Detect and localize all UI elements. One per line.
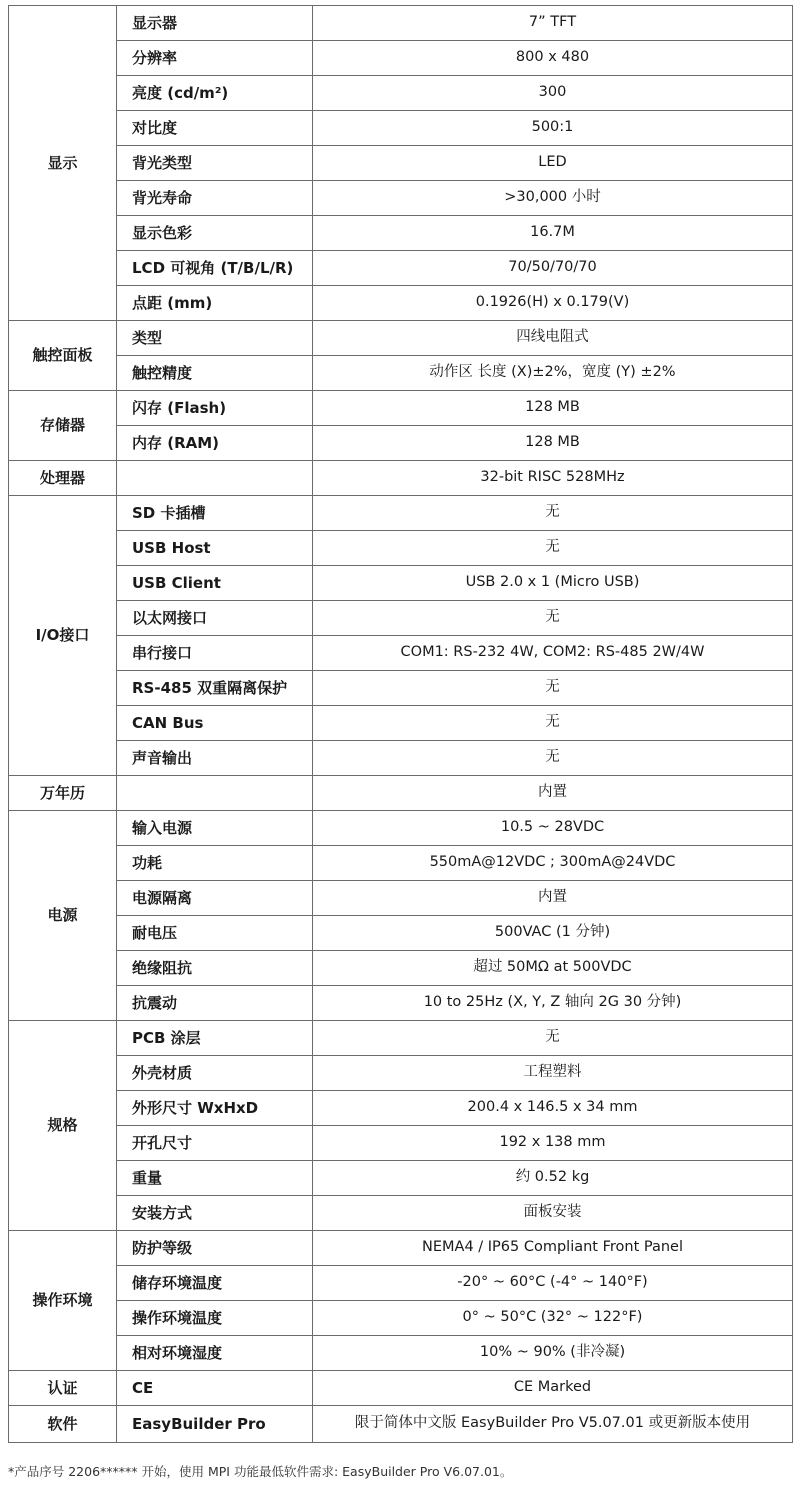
- spec-value: 32-bit RISC 528MHz: [313, 461, 793, 496]
- spec-label: 抗震动: [117, 986, 313, 1021]
- spec-value: 无: [313, 1021, 793, 1056]
- spec-value: 无: [313, 671, 793, 706]
- spec-category: 电源: [9, 811, 117, 1021]
- spec-value: 16.7M: [313, 216, 793, 251]
- spec-value: 500VAC (1 分钟): [313, 916, 793, 951]
- spec-label: 外形尺寸 WxHxD: [117, 1091, 313, 1126]
- spec-row: [9, 1126, 793, 1161]
- spec-row: [9, 181, 793, 216]
- spec-value: NEMA4 / IP65 Compliant Front Panel: [313, 1231, 793, 1266]
- spec-label: 重量: [117, 1161, 313, 1196]
- spec-row: [9, 636, 793, 671]
- spec-value: 10.5 ~ 28VDC: [313, 811, 793, 846]
- spec-label: PCB 涂层: [117, 1021, 313, 1056]
- spec-row: [9, 41, 793, 76]
- spec-row: [9, 951, 793, 986]
- spec-label: 储存环境温度: [117, 1266, 313, 1301]
- spec-label: 触控精度: [117, 356, 313, 391]
- spec-label: 分辨率: [117, 41, 313, 76]
- spec-value: 7” TFT: [313, 6, 793, 41]
- spec-label: 开孔尺寸: [117, 1126, 313, 1161]
- spec-row: [9, 216, 793, 251]
- spec-label: RS-485 双重隔离保护: [117, 671, 313, 706]
- spec-label: SD 卡插槽: [117, 496, 313, 531]
- spec-label: 输入电源: [117, 811, 313, 846]
- spec-row: [9, 881, 793, 916]
- spec-value: -20° ~ 60°C (-4° ~ 140°F): [313, 1266, 793, 1301]
- spec-row: [9, 741, 793, 776]
- spec-row: [9, 531, 793, 566]
- spec-value: 无: [313, 496, 793, 531]
- spec-value: 0.1926(H) x 0.179(V): [313, 286, 793, 321]
- spec-row: [9, 251, 793, 286]
- spec-category: 显示: [9, 6, 117, 321]
- spec-row: [9, 391, 793, 426]
- spec-row: [9, 6, 793, 41]
- spec-row: [9, 1091, 793, 1126]
- spec-row: [9, 111, 793, 146]
- spec-value: USB 2.0 x 1 (Micro USB): [313, 566, 793, 601]
- spec-value: 无: [313, 531, 793, 566]
- spec-row: [9, 461, 793, 496]
- spec-value: 内置: [313, 881, 793, 916]
- spec-value: 10 to 25Hz (X, Y, Z 轴向 2G 30 分钟): [313, 986, 793, 1021]
- spec-row: [9, 706, 793, 741]
- spec-value: 超过 50MΩ at 500VDC: [313, 951, 793, 986]
- spec-value: 内置: [313, 776, 793, 811]
- spec-value: 约 0.52 kg: [313, 1161, 793, 1196]
- spec-value: 128 MB: [313, 426, 793, 461]
- spec-label: 显示色彩: [117, 216, 313, 251]
- spec-category: 触控面板: [9, 321, 117, 391]
- spec-row: [9, 986, 793, 1021]
- spec-value: 工程塑料: [313, 1056, 793, 1091]
- spec-label: 安装方式: [117, 1196, 313, 1231]
- spec-label: CE: [117, 1371, 313, 1406]
- spec-label: 背光寿命: [117, 181, 313, 216]
- spec-label: 防护等级: [117, 1231, 313, 1266]
- spec-label: USB Client: [117, 566, 313, 601]
- spec-label: 声音输出: [117, 741, 313, 776]
- spec-label: 相对环境湿度: [117, 1336, 313, 1371]
- spec-category: 万年历: [9, 776, 117, 811]
- spec-label: [117, 776, 313, 811]
- spec-row: [9, 1371, 793, 1406]
- spec-value: LED: [313, 146, 793, 181]
- spec-label: 点距 (mm): [117, 286, 313, 321]
- spec-value: >30,000 小时: [313, 181, 793, 216]
- spec-row: [9, 671, 793, 706]
- spec-row: [9, 1056, 793, 1091]
- spec-category: 规格: [9, 1021, 117, 1231]
- spec-category: 存储器: [9, 391, 117, 461]
- spec-value: 无: [313, 601, 793, 636]
- spec-label: 绝缘阻抗: [117, 951, 313, 986]
- spec-table-body: [9, 6, 793, 1443]
- spec-row: [9, 776, 793, 811]
- spec-row: [9, 356, 793, 391]
- spec-label: 对比度: [117, 111, 313, 146]
- spec-label: CAN Bus: [117, 706, 313, 741]
- spec-value: 动作区 长度 (X)±2%，宽度 (Y) ±2%: [313, 356, 793, 391]
- spec-label: 耐电压: [117, 916, 313, 951]
- spec-row: [9, 496, 793, 531]
- spec-value: 500:1: [313, 111, 793, 146]
- spec-value: 无: [313, 741, 793, 776]
- spec-value: 128 MB: [313, 391, 793, 426]
- spec-row: [9, 566, 793, 601]
- spec-label: USB Host: [117, 531, 313, 566]
- spec-row: [9, 146, 793, 181]
- spec-label: EasyBuilder Pro: [117, 1406, 313, 1443]
- spec-label: 操作环境温度: [117, 1301, 313, 1336]
- spec-label: 外壳材质: [117, 1056, 313, 1091]
- spec-row: [9, 846, 793, 881]
- spec-value: 面板安装: [313, 1196, 793, 1231]
- spec-label: [117, 461, 313, 496]
- spec-label: 内存 (RAM): [117, 426, 313, 461]
- spec-category: 认证: [9, 1371, 117, 1406]
- spec-label: 背光类型: [117, 146, 313, 181]
- spec-value: COM1: RS-232 4W, COM2: RS-485 2W/4W: [313, 636, 793, 671]
- spec-value: 550mA@12VDC ; 300mA@24VDC: [313, 846, 793, 881]
- spec-category: 处理器: [9, 461, 117, 496]
- spec-category: 软件: [9, 1406, 117, 1443]
- spec-value: 192 x 138 mm: [313, 1126, 793, 1161]
- spec-value: 800 x 480: [313, 41, 793, 76]
- spec-value: 300: [313, 76, 793, 111]
- spec-label: 以太网接口: [117, 601, 313, 636]
- spec-row: [9, 1231, 793, 1266]
- spec-value: CE Marked: [313, 1371, 793, 1406]
- spec-row: [9, 1301, 793, 1336]
- spec-row: [9, 1196, 793, 1231]
- spec-label: 功耗: [117, 846, 313, 881]
- spec-row: [9, 1266, 793, 1301]
- spec-row: [9, 1021, 793, 1056]
- spec-label: 类型: [117, 321, 313, 356]
- spec-label: LCD 可视角 (T/B/L/R): [117, 251, 313, 286]
- spec-value: 10% ~ 90% (非冷凝): [313, 1336, 793, 1371]
- spec-value: 限于简体中文版 EasyBuilder Pro V5.07.01 或更新版本使用: [313, 1406, 793, 1443]
- spec-label: 显示器: [117, 6, 313, 41]
- spec-value: 四线电阻式: [313, 321, 793, 356]
- spec-row: [9, 1336, 793, 1371]
- spec-row: [9, 321, 793, 356]
- spec-row: [9, 811, 793, 846]
- spec-row: [9, 601, 793, 636]
- spec-value: 70/50/70/70: [313, 251, 793, 286]
- spec-value: 200.4 x 146.5 x 34 mm: [313, 1091, 793, 1126]
- spec-category: 操作环境: [9, 1231, 117, 1371]
- spec-row: [9, 1406, 793, 1443]
- spec-value: 0° ~ 50°C (32° ~ 122°F): [313, 1301, 793, 1336]
- spec-row: [9, 1161, 793, 1196]
- spec-row: [9, 426, 793, 461]
- spec-label: 串行接口: [117, 636, 313, 671]
- spec-table: [8, 5, 793, 1443]
- spec-category: I/O接口: [9, 496, 117, 776]
- spec-label: 电源隔离: [117, 881, 313, 916]
- spec-row: [9, 916, 793, 951]
- spec-row: [9, 286, 793, 321]
- spec-value: 无: [313, 706, 793, 741]
- spec-label: 闪存 (Flash): [117, 391, 313, 426]
- spec-label: 亮度 (cd/m²): [117, 76, 313, 111]
- spec-row: [9, 76, 793, 111]
- footnote: *产品序号 2206****** 开始，使用 MPI 功能最低软件需求: EasyBuilder Pro V6.07.01。: [8, 1464, 513, 1479]
